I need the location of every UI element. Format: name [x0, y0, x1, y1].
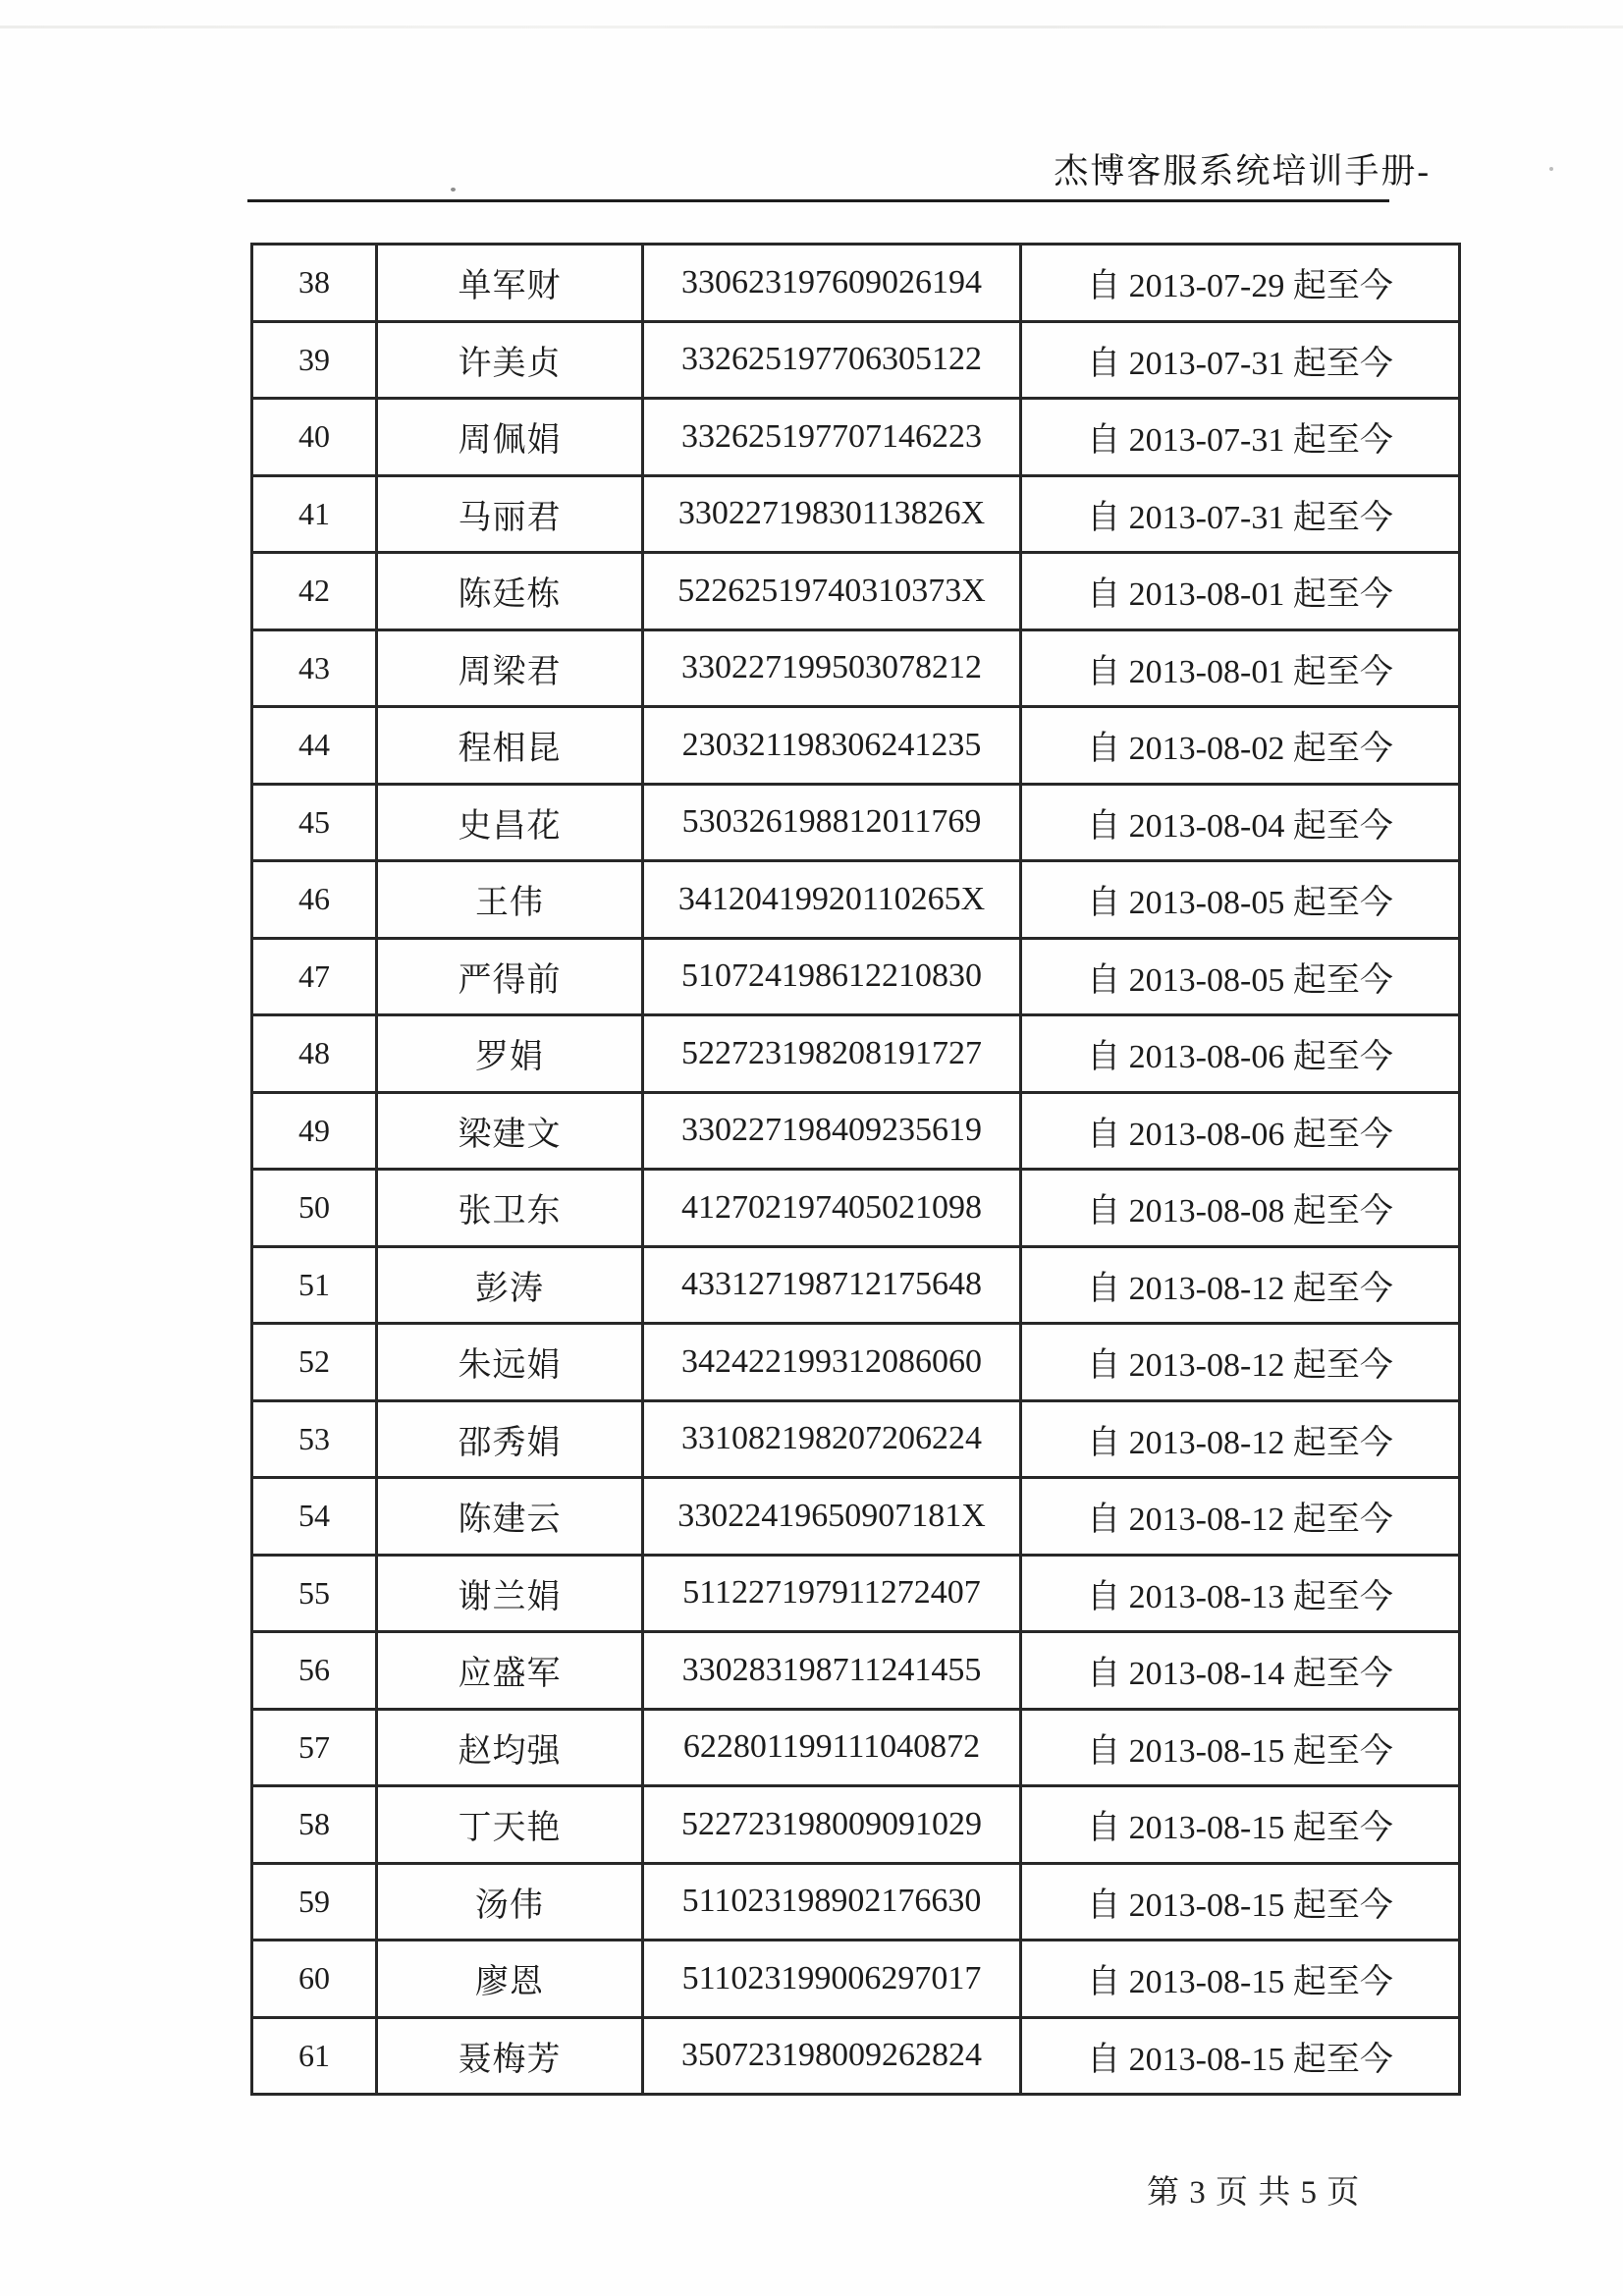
employee-name: 罗娟 [377, 1015, 643, 1093]
employee-name: 谢兰娟 [377, 1555, 643, 1632]
employee-name: 聂梅芳 [377, 2017, 643, 2095]
id-number: 522723198009091029 [643, 1786, 1021, 1864]
row-number: 46 [252, 861, 377, 939]
footer-page-indicator: 第 3 页 共 5 页 [1147, 2175, 1361, 2211]
id-number: 230321198306241235 [643, 707, 1021, 785]
employment-period: 自 2013-08-05 起至今 [1021, 861, 1460, 939]
table-row [252, 861, 1460, 939]
id-number: 52262519740310373X [643, 553, 1021, 630]
table-row [252, 1015, 1460, 1093]
scan-speck [451, 188, 456, 191]
row-number: 59 [252, 1863, 377, 1941]
id-number: 342422199312086060 [643, 1324, 1021, 1401]
employment-period: 自 2013-08-12 起至今 [1021, 1324, 1460, 1401]
employment-period: 自 2013-08-12 起至今 [1021, 1478, 1460, 1556]
row-number: 55 [252, 1555, 377, 1632]
row-number: 40 [252, 399, 377, 476]
table-row [252, 1478, 1460, 1556]
row-number: 44 [252, 707, 377, 785]
employment-period: 自 2013-07-31 起至今 [1021, 321, 1460, 399]
id-number: 350723198009262824 [643, 2017, 1021, 2095]
employee-name: 严得前 [377, 938, 643, 1015]
id-number: 412702197405021098 [643, 1170, 1021, 1247]
id-number: 332625197707146223 [643, 399, 1021, 476]
row-number: 48 [252, 1015, 377, 1093]
row-number: 49 [252, 1092, 377, 1170]
employee-name: 陈廷栋 [377, 553, 643, 630]
row-number: 54 [252, 1478, 377, 1556]
id-number: 331082198207206224 [643, 1400, 1021, 1478]
employee-name: 应盛军 [377, 1632, 643, 1710]
id-number: 511227197911272407 [643, 1555, 1021, 1632]
employment-period: 自 2013-08-15 起至今 [1021, 1941, 1460, 2018]
id-number: 511023198902176630 [643, 1863, 1021, 1941]
table-row [252, 1170, 1460, 1247]
table-row [252, 399, 1460, 476]
employment-period: 自 2013-08-06 起至今 [1021, 1015, 1460, 1093]
employee-name: 史昌花 [377, 784, 643, 861]
employee-name: 汤伟 [377, 1863, 643, 1941]
row-number: 58 [252, 1786, 377, 1864]
id-number: 622801199111040872 [643, 1709, 1021, 1786]
employment-period: 自 2013-08-08 起至今 [1021, 1170, 1460, 1247]
id-number: 522723198208191727 [643, 1015, 1021, 1093]
employment-period: 自 2013-08-05 起至今 [1021, 938, 1460, 1015]
employment-period: 自 2013-07-31 起至今 [1021, 475, 1460, 553]
employee-name: 单军财 [377, 245, 643, 322]
employment-period: 自 2013-08-15 起至今 [1021, 1863, 1460, 1941]
employee-name: 周梁君 [377, 629, 643, 707]
employment-period: 自 2013-08-04 起至今 [1021, 784, 1460, 861]
row-number: 50 [252, 1170, 377, 1247]
row-number: 42 [252, 553, 377, 630]
id-number: 33022419650907181X [643, 1478, 1021, 1556]
table-row [252, 245, 1460, 322]
employment-period: 自 2013-07-29 起至今 [1021, 245, 1460, 322]
employee-name: 丁天艳 [377, 1786, 643, 1864]
row-number: 52 [252, 1324, 377, 1401]
table-row [252, 707, 1460, 785]
table-row [252, 1246, 1460, 1324]
employment-period: 自 2013-08-15 起至今 [1021, 2017, 1460, 2095]
scan-speck [1549, 167, 1553, 171]
table-row [252, 629, 1460, 707]
row-number: 60 [252, 1941, 377, 2018]
employee-name: 程相昆 [377, 707, 643, 785]
employee-name: 赵均强 [377, 1709, 643, 1786]
id-number: 330623197609026194 [643, 245, 1021, 322]
row-number: 57 [252, 1709, 377, 1786]
table-row [252, 1709, 1460, 1786]
roster-table [250, 243, 1461, 2096]
row-number: 61 [252, 2017, 377, 2095]
table-row [252, 1324, 1460, 1401]
row-number: 47 [252, 938, 377, 1015]
row-number: 38 [252, 245, 377, 322]
id-number: 330227199503078212 [643, 629, 1021, 707]
employment-period: 自 2013-08-02 起至今 [1021, 707, 1460, 785]
id-number: 330283198711241455 [643, 1632, 1021, 1710]
row-number: 43 [252, 629, 377, 707]
row-number: 41 [252, 475, 377, 553]
employee-name: 周佩娟 [377, 399, 643, 476]
table-row [252, 1400, 1460, 1478]
employment-period: 自 2013-08-15 起至今 [1021, 1786, 1460, 1864]
employee-name: 许美贞 [377, 321, 643, 399]
employment-period: 自 2013-07-31 起至今 [1021, 399, 1460, 476]
row-number: 53 [252, 1400, 377, 1478]
employee-name: 王伟 [377, 861, 643, 939]
employment-period: 自 2013-08-13 起至今 [1021, 1555, 1460, 1632]
id-number: 433127198712175648 [643, 1246, 1021, 1324]
table-row [252, 475, 1460, 553]
employment-period: 自 2013-08-06 起至今 [1021, 1092, 1460, 1170]
row-number: 51 [252, 1246, 377, 1324]
employee-name: 邵秀娟 [377, 1400, 643, 1478]
employee-name: 马丽君 [377, 475, 643, 553]
employment-period: 自 2013-08-12 起至今 [1021, 1246, 1460, 1324]
roster-table-body [252, 245, 1460, 2095]
table-row [252, 938, 1460, 1015]
id-number: 34120419920110265X [643, 861, 1021, 939]
employee-name: 彭涛 [377, 1246, 643, 1324]
table-row [252, 1632, 1460, 1710]
employment-period: 自 2013-08-01 起至今 [1021, 629, 1460, 707]
table-row [252, 1092, 1460, 1170]
table-row [252, 1941, 1460, 2018]
employment-period: 自 2013-08-12 起至今 [1021, 1400, 1460, 1478]
scan-artifact-top-line [0, 26, 1623, 28]
table-row [252, 2017, 1460, 2095]
id-number: 510724198612210830 [643, 938, 1021, 1015]
employment-period: 自 2013-08-14 起至今 [1021, 1632, 1460, 1710]
row-number: 56 [252, 1632, 377, 1710]
page-header-title: 杰博客服系统培训手册- [1054, 152, 1431, 191]
table-row [252, 1863, 1460, 1941]
table-row [252, 321, 1460, 399]
employment-period: 自 2013-08-01 起至今 [1021, 553, 1460, 630]
id-number: 33022719830113826X [643, 475, 1021, 553]
id-number: 332625197706305122 [643, 321, 1021, 399]
id-number: 330227198409235619 [643, 1092, 1021, 1170]
row-number: 45 [252, 784, 377, 861]
employee-name: 廖恩 [377, 1941, 643, 2018]
employee-name: 陈建云 [377, 1478, 643, 1556]
id-number: 530326198812011769 [643, 784, 1021, 861]
table-row [252, 784, 1460, 861]
table-row [252, 553, 1460, 630]
header-rule-line [247, 199, 1389, 202]
employee-name: 张卫东 [377, 1170, 643, 1247]
row-number: 39 [252, 321, 377, 399]
table-row [252, 1786, 1460, 1864]
table-row [252, 1555, 1460, 1632]
id-number: 511023199006297017 [643, 1941, 1021, 2018]
employee-name: 梁建文 [377, 1092, 643, 1170]
employee-name: 朱远娟 [377, 1324, 643, 1401]
employment-period: 自 2013-08-15 起至今 [1021, 1709, 1460, 1786]
